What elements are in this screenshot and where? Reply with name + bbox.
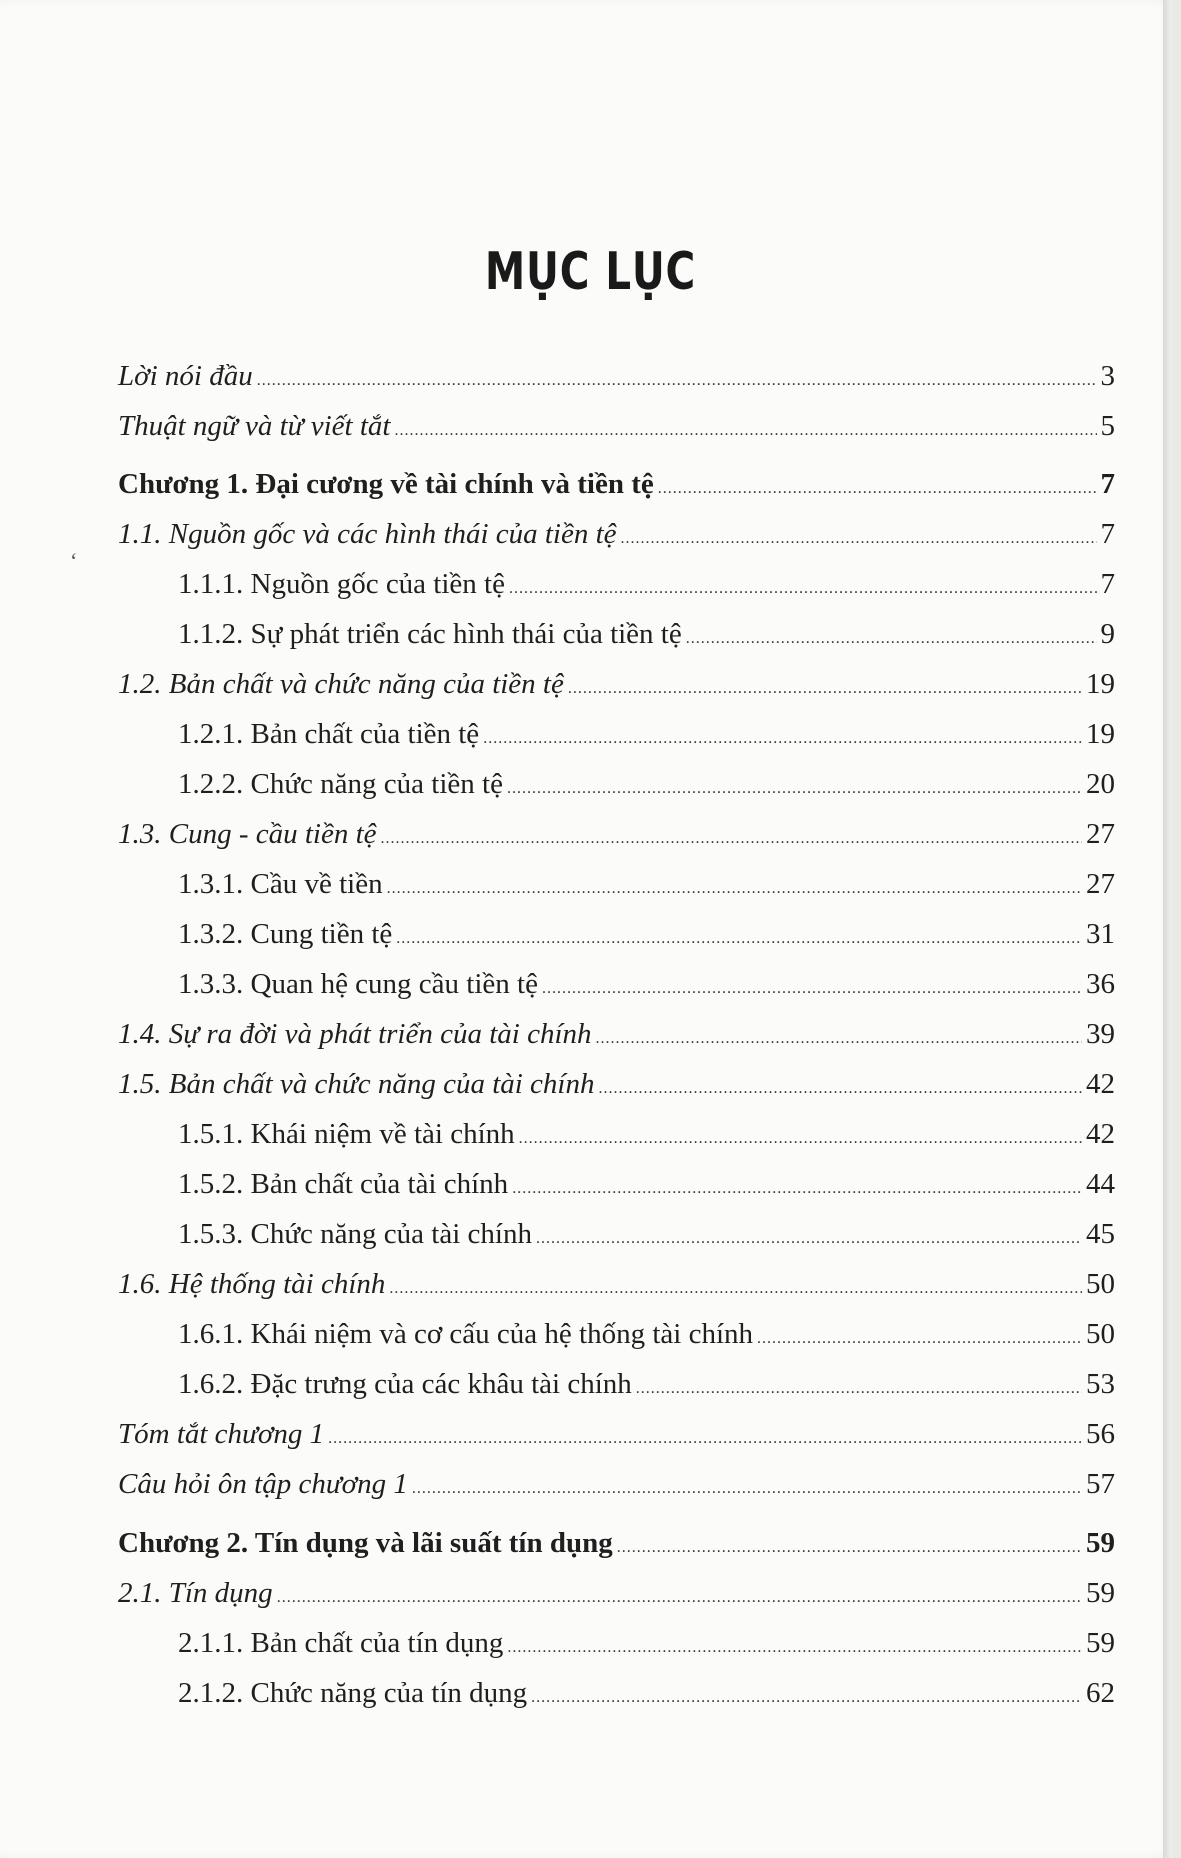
toc-entry-page: 36 <box>1086 968 1115 1000</box>
toc-entry-page: 53 <box>1086 1368 1115 1400</box>
toc-entry-label: 1.2.2. Chức năng của tiền tệ <box>178 768 503 800</box>
toc-entry-page: 59 <box>1086 1577 1115 1609</box>
toc-leader-dots <box>599 1071 1083 1107</box>
toc-entry-page: 57 <box>1086 1468 1115 1500</box>
toc-entry <box>178 866 1115 907</box>
toc-entry-label: Tóm tắt chương 1 <box>118 1418 325 1450</box>
toc-entry <box>118 358 1115 399</box>
toc-leader-dots <box>387 871 1082 907</box>
toc-entry-label: 1.3.2. Cung tiền tệ <box>178 918 393 950</box>
toc-entry-label: Chương 1. Đại cương về tài chính và tiền tệ <box>118 468 654 500</box>
toc-entry-page: 3 <box>1100 360 1115 392</box>
toc-entry-label: 1.6.2. Đặc trưng của các khâu tài chính <box>178 1368 632 1400</box>
toc-leader-dots <box>394 413 1096 449</box>
toc-entry-page: 62 <box>1086 1677 1115 1709</box>
toc-leader-dots <box>596 1021 1082 1057</box>
toc-entry <box>178 1116 1115 1157</box>
toc-entry <box>178 1366 1115 1407</box>
toc-entry <box>178 1675 1115 1716</box>
toc-entry-label: 1.5.1. Khái niệm về tài chính <box>178 1118 515 1150</box>
toc-entry-label: Câu hỏi ôn tập chương 1 <box>118 1468 408 1500</box>
toc-entry <box>178 766 1115 807</box>
toc-entry <box>118 1416 1115 1457</box>
toc-entry-page: 50 <box>1086 1268 1115 1300</box>
toc-entry-label: 2.1.2. Chức năng của tín dụng <box>178 1677 528 1709</box>
toc-leader-dots <box>536 1221 1082 1257</box>
stray-mark: ʻ <box>70 548 78 573</box>
toc-entry-page: 20 <box>1086 768 1115 800</box>
toc-entry-label: 1.3.1. Cầu về tiền <box>178 868 383 900</box>
toc-leader-dots <box>617 1530 1082 1566</box>
toc-entry-label: 1.2.1. Bản chất của tiền tệ <box>178 718 480 750</box>
toc-entry <box>118 1466 1115 1507</box>
toc-leader-dots <box>412 1471 1082 1507</box>
toc-leader-dots <box>621 521 1097 557</box>
toc-leader-dots <box>507 1630 1082 1666</box>
toc-entry-page: 39 <box>1086 1018 1115 1050</box>
toc-entry <box>118 1525 1115 1566</box>
toc-entry <box>178 1625 1115 1666</box>
toc-entry <box>178 916 1115 957</box>
toc-leader-dots <box>658 471 1097 507</box>
toc-entry-page: 5 <box>1100 410 1115 442</box>
toc-entry-page: 59 <box>1086 1627 1115 1659</box>
page-title: MỤC LỤC <box>484 242 697 302</box>
toc-entry-page: 19 <box>1086 718 1115 750</box>
toc-entry-page: 56 <box>1086 1418 1115 1450</box>
toc-leader-dots <box>396 921 1082 957</box>
toc-entry-label: Lời nói đầu <box>118 360 253 392</box>
toc-entry-label: 1.3.3. Quan hệ cung cầu tiền tệ <box>178 968 538 1000</box>
toc-entry-page: 50 <box>1086 1318 1115 1350</box>
toc-entry-page: 7 <box>1100 568 1115 600</box>
toc-entry-page: 27 <box>1086 868 1115 900</box>
toc-entry-label: 1.1.1. Nguồn gốc của tiền tệ <box>178 568 505 600</box>
toc-entry-label: 1.5.3. Chức năng của tài chính <box>178 1218 532 1250</box>
toc-leader-dots <box>568 671 1082 707</box>
toc-entry <box>178 1316 1115 1357</box>
toc-entry-label: Thuật ngữ và từ viết tắt <box>118 410 391 442</box>
toc-entry <box>118 408 1115 449</box>
toc-entry <box>118 1266 1115 1307</box>
toc-entry-label: 1.3. Cung - cầu tiền tệ <box>118 818 377 850</box>
toc-entry-page: 27 <box>1086 818 1115 850</box>
toc-entry-page: 7 <box>1100 468 1115 500</box>
toc-entry-page: 9 <box>1100 618 1115 650</box>
toc-entry <box>118 516 1115 557</box>
toc-entry-page: 7 <box>1100 518 1115 550</box>
toc-entry-label: 2.1. Tín dụng <box>118 1577 273 1609</box>
toc-entry-page: 42 <box>1086 1068 1115 1100</box>
toc-entry-label: 1.4. Sự ra đời và phát triển của tài chính <box>118 1018 592 1050</box>
toc-entry-page: 44 <box>1086 1168 1115 1200</box>
toc-entry-label: 1.5.2. Bản chất của tài chính <box>178 1168 509 1200</box>
toc-leader-dots <box>483 721 1082 757</box>
toc-entry <box>118 1575 1115 1616</box>
toc-entry <box>118 666 1115 707</box>
toc-leader-dots <box>542 971 1082 1007</box>
toc-entry <box>118 1066 1115 1107</box>
toc-leader-dots <box>509 571 1097 607</box>
toc-leader-dots <box>381 821 1082 857</box>
toc-entry-page: 31 <box>1086 918 1115 950</box>
toc-entry-label: Chương 2. Tín dụng và lãi suất tín dụng <box>118 1527 613 1559</box>
toc-entry-label: 1.6.1. Khái niệm và cơ cấu của hệ thống tài chính <box>178 1318 754 1350</box>
toc-entry-label: 1.6. Hệ thống tài chính <box>118 1268 386 1300</box>
toc-leader-dots <box>257 363 1097 399</box>
toc-leader-dots <box>519 1121 1082 1157</box>
toc-leader-dots <box>512 1171 1082 1207</box>
toc-entry-page: 19 <box>1086 668 1115 700</box>
toc-entry-label: 2.1.1. Bản chất của tín dụng <box>178 1627 504 1659</box>
toc-entry <box>178 1166 1115 1207</box>
toc-entry <box>178 566 1115 607</box>
toc-entry-label: 1.1.2. Sự phát triển các hình thái của tiền tệ <box>178 618 682 650</box>
toc-entry-label: 1.5. Bản chất và chức năng của tài chính <box>118 1068 595 1100</box>
toc-entry <box>118 816 1115 857</box>
toc-entry-label: 1.1. Nguồn gốc và các hình thái của tiền tệ <box>118 518 617 550</box>
toc-leader-dots <box>531 1680 1082 1716</box>
toc-entry <box>118 1016 1115 1057</box>
toc-leader-dots <box>328 1421 1082 1457</box>
toc-leader-dots <box>507 771 1082 807</box>
toc-entry <box>178 966 1115 1007</box>
toc-entry-page: 45 <box>1086 1218 1115 1250</box>
toc-entry <box>118 466 1115 507</box>
toc-leader-dots <box>757 1321 1082 1357</box>
toc-entry <box>178 1216 1115 1257</box>
toc-entry-label: 1.2. Bản chất và chức năng của tiền tệ <box>118 668 564 700</box>
toc-leader-dots <box>277 1580 1082 1616</box>
toc-entry <box>178 716 1115 757</box>
toc-entry <box>178 616 1115 657</box>
toc-leader-dots <box>636 1371 1082 1407</box>
toc-leader-dots <box>389 1271 1082 1307</box>
toc-leader-dots <box>686 621 1097 657</box>
toc-entry-page: 42 <box>1086 1118 1115 1150</box>
toc-entry-page: 59 <box>1086 1527 1115 1559</box>
